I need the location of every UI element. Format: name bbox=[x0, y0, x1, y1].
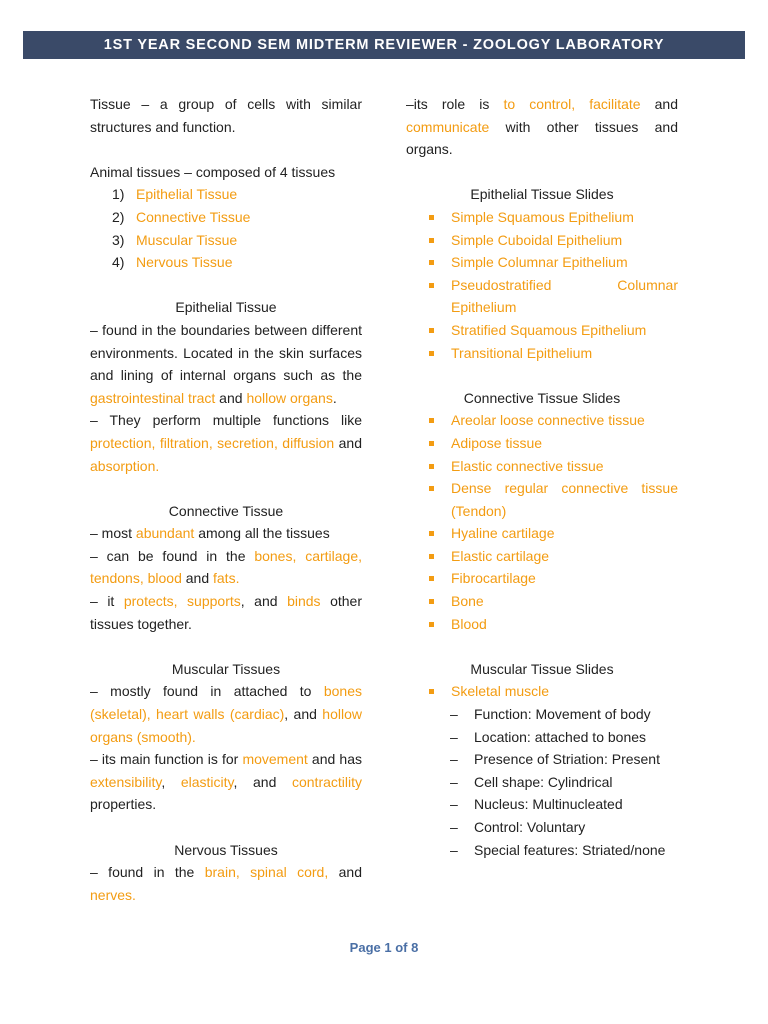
muscular-heading: Muscular Tissues bbox=[171, 660, 281, 677]
epithelial-paragraph-2: – They perform multiple functions like protection, filtration, secretion, diffusion and absorption. bbox=[90, 412, 363, 474]
list-item: 3) Muscular Tissue bbox=[112, 231, 238, 248]
list-item: Simple Columnar Epithelium bbox=[406, 251, 678, 274]
epithelial-slides-list bbox=[406, 206, 678, 364]
list-item: Simple Cuboidal Epithelium bbox=[406, 229, 678, 252]
connective-slides-heading: Connective Tissue Slides bbox=[463, 389, 621, 406]
epithelial-heading: Epithelial Tissue bbox=[175, 299, 277, 316]
list-item: Fibrocartilage bbox=[406, 567, 678, 590]
detail-item: – Location: attached to bones bbox=[450, 728, 647, 745]
connective-slides-list bbox=[406, 409, 678, 635]
detail-item: – Nucleus: Multinucleated bbox=[450, 796, 623, 813]
list-item: Hyaline cartilage bbox=[406, 522, 678, 545]
left-column bbox=[90, 93, 362, 906]
document-title: 1ST YEAR SECOND SEM MIDTERM REVIEWER - ZOOLOGY LABORATORY bbox=[103, 37, 665, 53]
right-column bbox=[406, 93, 678, 861]
connective-heading: Connective Tissue bbox=[168, 502, 284, 519]
detail-item: – Special features: Striated/none bbox=[450, 841, 666, 858]
epithelial-paragraph-1: – found in the boundaries between different environments. Located in the skin surfaces and lining of internal organs such as the gastrointestinal tract and hollow organs. bbox=[90, 321, 362, 406]
list-item: Skeletal muscle bbox=[406, 680, 678, 703]
detail-item: – Function: Movement of body bbox=[450, 706, 651, 723]
list-item: Elastic cartilage bbox=[406, 545, 678, 568]
muscular-paragraph-2: – its main function is for movement and has extensibility, elasticity, and contractility properties. bbox=[90, 751, 363, 813]
list-item: Elastic connective tissue bbox=[406, 455, 678, 478]
muscular-paragraph-1: – mostly found in attached to bones (skeletal), heart walls (cardiac), and hollow organs (smooth). bbox=[90, 683, 362, 745]
animal-tissues-list bbox=[90, 183, 362, 273]
detail-item: – Presence of Striation: Present bbox=[450, 751, 660, 768]
list-item: 1) Epithelial Tissue bbox=[112, 186, 238, 203]
list-item: Blood bbox=[406, 613, 678, 636]
list-item: Transitional Epithelium bbox=[406, 342, 678, 365]
list-item: 4) Nervous Tissue bbox=[112, 254, 233, 271]
muscular-slides-list bbox=[406, 680, 678, 703]
list-item: Adipose tissue bbox=[406, 432, 678, 455]
connective-line-3: – it protects, supports, and binds other tissues together. bbox=[90, 593, 362, 632]
list-item: Dense regular connective tissue (Tendon) bbox=[406, 477, 678, 522]
detail-item: – Cell shape: Cylindrical bbox=[450, 773, 613, 790]
nervous-role-paragraph: –its role is to control, facilitate and communicate with other tissues and organs. bbox=[406, 96, 678, 158]
page-number: Page 1 of 8 bbox=[349, 940, 419, 955]
nervous-paragraph: – found in the brain, spinal cord, and nerves. bbox=[90, 864, 362, 903]
list-item: Stratified Squamous Epithelium bbox=[406, 319, 678, 342]
list-item: Bone bbox=[406, 590, 678, 613]
muscular-slides-heading: Muscular Tissue Slides bbox=[470, 660, 614, 677]
list-item: Areolar loose connective tissue bbox=[406, 409, 678, 432]
nervous-heading: Nervous Tissues bbox=[174, 841, 278, 858]
document-title-bar bbox=[23, 31, 745, 59]
tissue-definition: Tissue – a group of cells with similar structures and function. bbox=[90, 96, 362, 135]
animal-tissues-intro: Animal tissues – composed of 4 tissues bbox=[90, 163, 336, 180]
connective-line-2: – can be found in the bones, cartilage, tendons, blood and fats. bbox=[90, 547, 363, 587]
detail-item: – Control: Voluntary bbox=[450, 819, 586, 835]
skeletal-muscle-details bbox=[406, 703, 678, 861]
list-item: Simple Squamous Epithelium bbox=[406, 206, 678, 229]
connective-line-1: – most abundant among all the tissues bbox=[90, 525, 330, 542]
list-item: Pseudostratified Columnar Epithelium bbox=[406, 274, 678, 319]
list-item: 2) Connective Tissue bbox=[112, 208, 251, 225]
epithelial-slides-heading: Epithelial Tissue Slides bbox=[470, 186, 614, 203]
